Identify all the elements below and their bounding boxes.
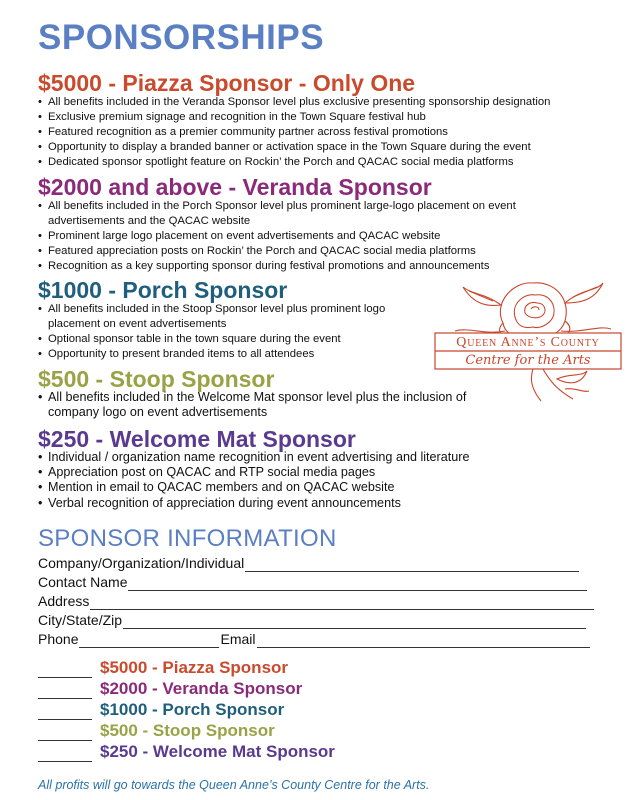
checklist-label: $5000 - Piazza Sponsor — [100, 658, 289, 677]
tier-heading-veranda: $2000 and above - Veranda Sponsor — [38, 174, 432, 200]
checkbox-blank[interactable] — [38, 724, 92, 741]
checklist-item-porch[interactable] — [38, 699, 335, 720]
tier-benefits-welcome-mat — [38, 450, 598, 511]
email-label: Email — [220, 631, 256, 647]
contact-row — [38, 573, 587, 591]
contact-input-line[interactable] — [128, 577, 587, 591]
logo-subtitle: Centre for the Arts — [465, 353, 591, 368]
checklist-label: $2000 - Veranda Sponsor — [100, 679, 303, 698]
tier-heading-stoop: $500 - Stoop Sponsor — [38, 366, 275, 392]
benefit-item: • Featured recognition as a premier community partner across festival promotions — [38, 125, 618, 140]
tier-benefits-veranda — [38, 199, 528, 274]
phone-email-row — [38, 630, 590, 648]
benefit-item: • All benefits included in the Stoop Sponsor level plus prominent logo placement on event advertisements — [38, 302, 423, 332]
benefit-item: • Dedicated sponsor spotlight feature on Rockin’ the Porch and QACAC social media platforms — [38, 155, 618, 170]
checklist-item-piazza[interactable] — [38, 657, 335, 678]
company-input-line[interactable] — [245, 558, 579, 572]
phone-input-line[interactable] — [79, 634, 219, 648]
tier-heading-porch: $1000 - Porch Sponsor — [38, 277, 288, 303]
benefit-item: • Opportunity to present branded items to all attendees — [38, 347, 423, 362]
tier-benefits-porch — [38, 302, 423, 362]
checklist-label: $250 - Welcome Mat Sponsor — [100, 742, 335, 761]
benefit-item: • Opportunity to display a branded banner or activation space in the Town Square during the event — [38, 140, 618, 155]
benefit-item: • Recognition as a key supporting sponsor during festival promotions and announcements — [38, 259, 528, 274]
tier-heading-welcome-mat: $250 - Welcome Mat Sponsor — [38, 426, 356, 452]
phone-label: Phone — [38, 631, 79, 647]
sponsor-info-heading: SPONSOR INFORMATION — [38, 525, 337, 552]
qacac-logo — [433, 273, 623, 407]
benefit-item: • Verbal recognition of appreciation during event announcements — [38, 496, 598, 511]
checklist-label: $1000 - Porch Sponsor — [100, 700, 285, 719]
checklist-label: $500 - Stoop Sponsor — [100, 721, 275, 740]
benefit-item: • Prominent large logo placement on event advertisements and QACAC website — [38, 229, 528, 244]
benefit-item: • Mention in email to QACAC members and on QACAC website — [38, 480, 598, 495]
city-row — [38, 611, 586, 629]
benefit-item: • Optional sponsor table in the town square during the event — [38, 332, 423, 347]
checklist-item-stoop[interactable] — [38, 720, 335, 741]
address-input-line[interactable] — [90, 596, 594, 610]
checkbox-blank[interactable] — [38, 682, 92, 699]
tier-heading-piazza: $5000 - Piazza Sponsor - Only One — [38, 70, 416, 96]
email-input-line[interactable] — [257, 634, 590, 648]
footer-note: All profits will go towards the Queen Anne’s County Centre for the Arts. — [38, 778, 430, 792]
benefit-item: • All benefits included in the Welcome Mat sponsor level plus the inclusion of company logo on event advertisements — [38, 390, 493, 420]
benefit-item: • Individual / organization name recognition in event advertising and literature — [38, 450, 598, 465]
checkbox-blank[interactable] — [38, 703, 92, 720]
city-input-line[interactable] — [123, 615, 586, 629]
company-row — [38, 554, 579, 572]
benefit-item: • All benefits included in the Veranda Sponsor level plus exclusive presenting sponsorship designation — [38, 95, 618, 110]
logo-name: Queen Anne’s County — [456, 335, 600, 350]
page-title: SPONSORSHIPS — [38, 18, 325, 57]
benefit-item: • Featured appreciation posts on Rockin’ the Porch and QACAC social media platforms — [38, 244, 528, 259]
address-label: Address — [38, 593, 90, 609]
benefit-item: • Exclusive premium signage and recognition in the Town Square festival hub — [38, 110, 618, 125]
benefit-item: • All benefits included in the Porch Sponsor level plus prominent large-logo placement on event advertisements and the QACAC website — [38, 199, 528, 229]
checklist-item-welcome-mat[interactable] — [38, 741, 335, 762]
benefit-item: • Appreciation post on QACAC and RTP social media pages — [38, 465, 598, 480]
sponsor-level-checklist — [38, 657, 335, 762]
checkbox-blank[interactable] — [38, 661, 92, 678]
checkbox-blank[interactable] — [38, 745, 92, 762]
checklist-item-veranda[interactable] — [38, 678, 335, 699]
tier-benefits-stoop — [38, 390, 493, 420]
address-row — [38, 592, 594, 610]
city-label: City/State/Zip — [38, 612, 123, 628]
company-label: Company/Organization/Individual — [38, 555, 245, 571]
tier-benefits-piazza — [38, 95, 618, 170]
contact-label: Contact Name — [38, 574, 128, 590]
